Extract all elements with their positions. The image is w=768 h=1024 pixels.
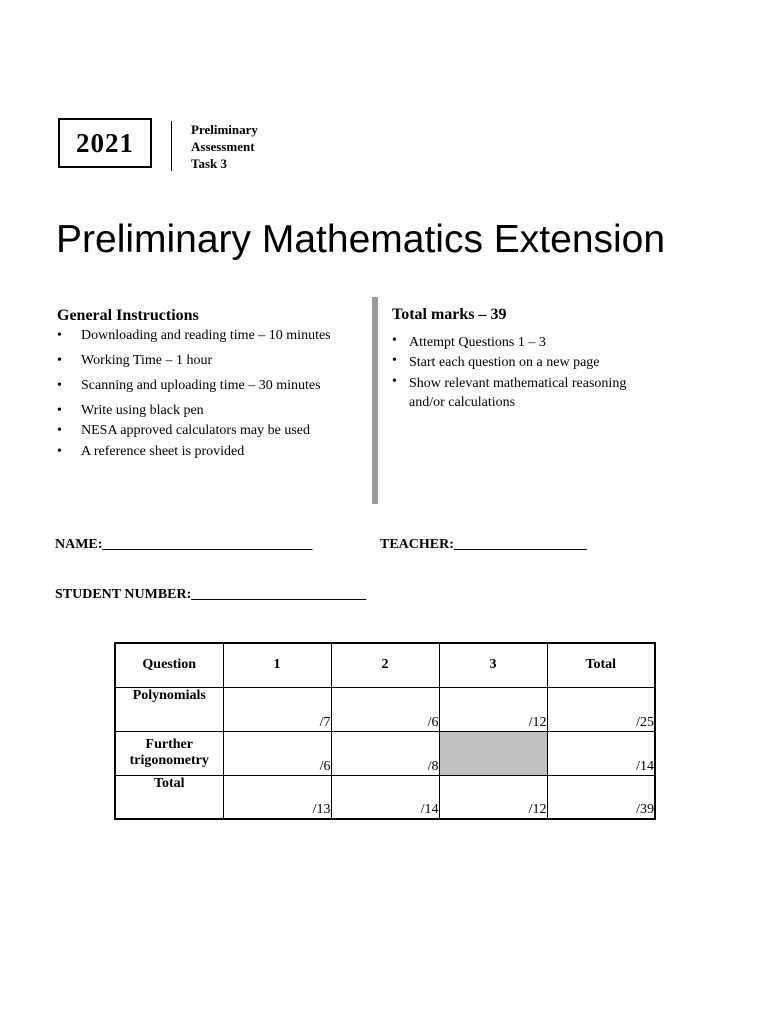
- table-cell: /25: [547, 687, 655, 731]
- bullet: •: [392, 333, 397, 348]
- table-cell: /6: [223, 731, 331, 775]
- task-line: Task 3: [191, 156, 228, 171]
- column-header: Total: [547, 643, 655, 687]
- total-marks-heading: Total marks – 39: [392, 306, 507, 323]
- table-cell: /39: [547, 775, 655, 819]
- task-line: Assessment: [191, 139, 255, 154]
- table-cell: /7: [223, 687, 331, 731]
- student-number-field: STUDENT NUMBER:_________________________: [55, 587, 367, 602]
- row-label: Total: [115, 775, 223, 819]
- table-header-row: [115, 643, 655, 687]
- table-cell: /12: [439, 687, 547, 731]
- table-cell: /6: [331, 687, 439, 731]
- section-divider: [372, 297, 378, 504]
- bullet: •: [57, 353, 62, 368]
- bullet: •: [392, 353, 397, 368]
- task-label: [191, 121, 258, 172]
- table-cell: /13: [223, 775, 331, 819]
- name-field: NAME:______________________________: [55, 537, 313, 552]
- bullet: •: [57, 444, 62, 459]
- teacher-field: TEACHER:___________________: [380, 537, 587, 552]
- bullet: •: [57, 378, 62, 393]
- header-divider: [171, 121, 172, 171]
- row-label: Further trigonometry: [115, 731, 223, 775]
- year-box: 2021: [58, 118, 152, 168]
- column-header: 1: [223, 643, 331, 687]
- table-row: [115, 731, 655, 775]
- task-line: Preliminary: [191, 122, 258, 137]
- marks-table: [114, 642, 656, 820]
- table-cell: /12: [439, 775, 547, 819]
- general-instructions-heading: General Instructions: [57, 307, 199, 324]
- bullet: •: [57, 423, 62, 438]
- bullet: •: [57, 328, 62, 343]
- column-header: 2: [331, 643, 439, 687]
- column-header: Question: [115, 643, 223, 687]
- column-header: 3: [439, 643, 547, 687]
- row-label: Polynomials: [115, 687, 223, 731]
- bullet: •: [392, 374, 397, 389]
- bullet: •: [57, 403, 62, 418]
- shaded-cell: [439, 731, 547, 775]
- table-cell: /14: [331, 775, 439, 819]
- page-title: Preliminary Mathematics Extension: [56, 218, 666, 261]
- table-row: [115, 775, 655, 819]
- table-row: [115, 687, 655, 731]
- table-cell: /14: [547, 731, 655, 775]
- table-cell: /8: [331, 731, 439, 775]
